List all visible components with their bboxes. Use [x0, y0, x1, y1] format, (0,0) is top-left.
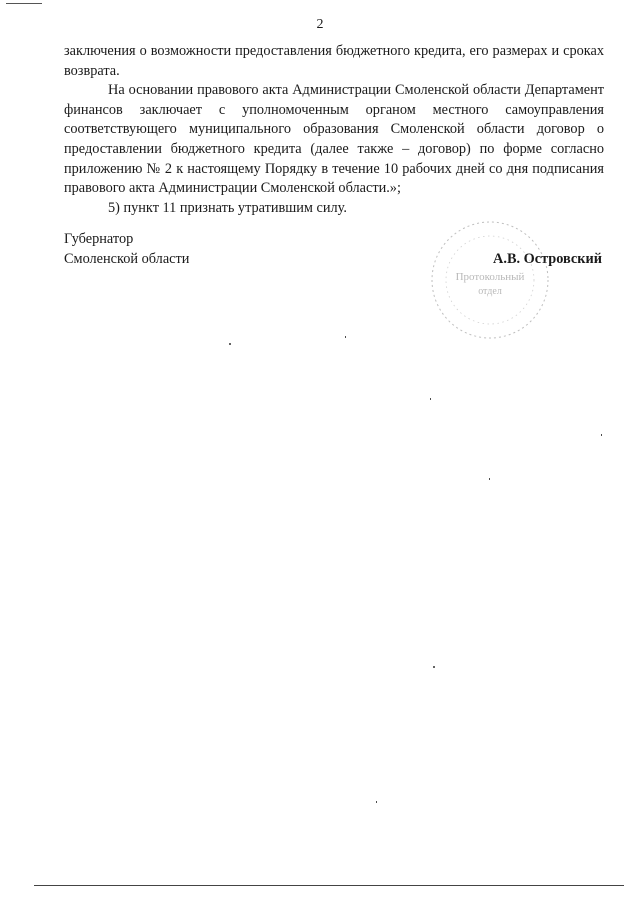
page-number: 2	[316, 17, 324, 32]
scan-bottom-edge	[34, 885, 624, 886]
signer-name: А.В. Островский	[493, 250, 602, 267]
official-stamp	[428, 218, 552, 342]
paragraph-item-5: 5) пункт 11 признать утратившим силу.	[108, 199, 347, 216]
stamp-text-line2: отдел	[478, 286, 502, 297]
scan-speck	[433, 666, 435, 668]
document-body	[64, 42, 604, 218]
scan-speck	[489, 478, 490, 480]
paragraph-continuation: заключения о возможности предоставления бюджетного кредита, его размерах и сроках возврата.	[64, 43, 604, 79]
scan-speck	[345, 336, 346, 338]
scan-speck	[229, 343, 231, 345]
scan-corner-mark	[6, 3, 42, 4]
paragraph-agreement: На основании правового акта Администрации Смоленской области Департамент финансов заключает с уполномоченным органом местного самоуправления соответствующего муниципального образования Смоленской области договор о предоставлении бюджетного кредита (далее также – договор) по форме согласно приложению № 2 к настоящему Порядку в течение 10 рабочих дней со дня подписания правового акта Администрации Смоленской области.»;	[64, 82, 604, 197]
scan-speck	[430, 398, 431, 400]
signer-position-line1: Губернатор	[64, 231, 134, 247]
scan-speck	[601, 434, 602, 436]
scan-speck	[376, 801, 377, 803]
signer-position-line2: Смоленской области	[64, 250, 190, 267]
stamp-text-line1: Протокольный	[455, 271, 525, 283]
